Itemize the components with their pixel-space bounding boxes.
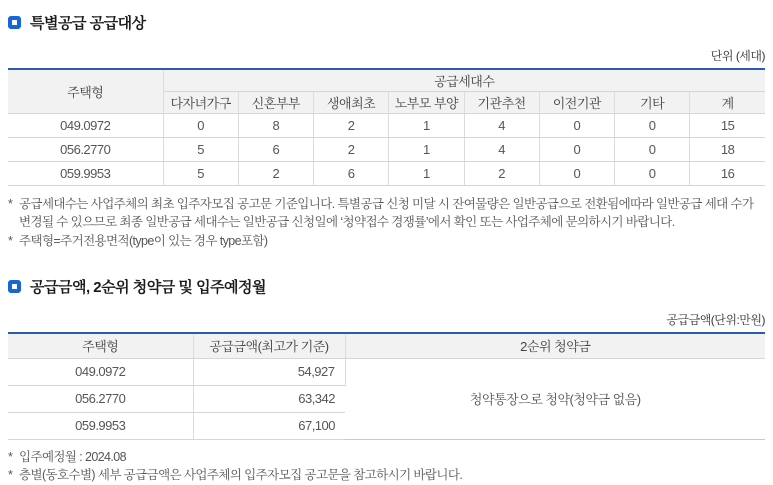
value-cell: 8 <box>238 113 313 137</box>
footnote <box>8 448 765 467</box>
value-cell: 1 <box>389 137 464 161</box>
price-cell: 63,342 <box>193 385 345 412</box>
col-header-supply-households: 공급세대수 <box>163 69 765 91</box>
price-cell: 54,927 <box>193 358 345 385</box>
footnote-marker: * <box>8 196 13 211</box>
value-cell: 0 <box>615 137 690 161</box>
value-cell: 4 <box>464 113 539 137</box>
price-cell: 67,100 <box>193 412 345 439</box>
price-table-unit-label: 공급금액(단위:만원) <box>666 313 765 327</box>
housing-type-cell: 059.9953 <box>8 412 193 439</box>
footnote <box>8 466 765 485</box>
section-special-supply-title: 특별공급 공급대상 <box>30 15 146 32</box>
table-row <box>8 358 765 385</box>
section-price-title: 공급금액, 2순위 청약금 및 입주예정월 <box>30 279 267 296</box>
footnote-text: 주택형=주거전용면적(type이 있는 경우 type포함) <box>19 233 268 248</box>
value-cell: 5 <box>163 161 238 185</box>
housing-type-cell: 056.2770 <box>8 137 163 161</box>
value-cell: 5 <box>163 137 238 161</box>
value-cell: 0 <box>615 161 690 185</box>
value-cell: 6 <box>238 137 313 161</box>
footnote-marker: * <box>8 449 13 464</box>
value-cell: 2 <box>314 137 389 161</box>
table-row <box>8 113 765 137</box>
value-cell: 18 <box>690 137 765 161</box>
footnote <box>8 232 765 251</box>
value-cell: 15 <box>690 113 765 137</box>
footnote-marker: * <box>8 233 13 248</box>
footnote-marker: * <box>8 468 13 482</box>
value-cell: 2 <box>238 161 313 185</box>
col-header-first-time: 생애최초 <box>314 91 389 113</box>
section-special-supply-header <box>8 12 765 33</box>
value-cell: 0 <box>163 113 238 137</box>
col-header-housing-type: 주택형 <box>8 333 193 358</box>
special-supply-table <box>8 68 765 186</box>
value-cell: 0 <box>539 161 614 185</box>
table-row <box>8 161 765 185</box>
housing-type-cell: 049.0972 <box>8 358 193 385</box>
supply-table-unit-label: 단위 (세대) <box>710 49 765 63</box>
footnote-text: 입주예정월 : 2024.08 <box>19 449 126 464</box>
col-header-housing-type: 주택형 <box>8 69 163 113</box>
col-header-supply-price: 공급금액(최고가 기준) <box>193 333 345 358</box>
value-cell: 2 <box>464 161 539 185</box>
price-table <box>8 332 765 440</box>
value-cell: 4 <box>464 137 539 161</box>
footnote-text: 층별(동호수별) 세부 공급금액은 사업주체의 입주자모집 공고문을 참고하시기 바랍니다. <box>19 468 463 482</box>
col-header-institution: 기관추천 <box>464 91 539 113</box>
value-cell: 1 <box>389 161 464 185</box>
col-header-elderly-parent: 노부모 부양 <box>389 91 464 113</box>
value-cell: 6 <box>314 161 389 185</box>
second-rank-note-cell: 청약통장으로 청약(청약금 없음) <box>345 358 765 439</box>
section-price-header <box>8 276 765 297</box>
col-header-multichild: 다자녀가구 <box>163 91 238 113</box>
col-header-total: 계 <box>690 91 765 113</box>
col-header-second-rank-deposit: 2순위 청약금 <box>345 333 765 358</box>
housing-type-cell: 059.9953 <box>8 161 163 185</box>
value-cell: 0 <box>615 113 690 137</box>
table-row <box>8 137 765 161</box>
housing-type-cell: 049.0972 <box>8 113 163 137</box>
value-cell: 0 <box>539 113 614 137</box>
footnote-text: 공급세대수는 사업주체의 최초 입주자모집 공고문 기준입니다. 특별공급 신청 미달 시 잔여물량은 일반공급으로 전환됨에따라 일반공급 세대 수가 변경될 수 있으므로 최종 일반공급 세대수는 일반공급 신청일에 ‘청약접수 경쟁률’에서 확인 또는 사업주체에 문의하시기 바랍니다. <box>19 196 754 229</box>
supply-table-footnotes <box>8 195 765 251</box>
section-bullet-icon <box>8 16 21 29</box>
value-cell: 0 <box>539 137 614 161</box>
value-cell: 1 <box>389 113 464 137</box>
section-bullet-icon <box>8 280 21 293</box>
value-cell: 2 <box>314 113 389 137</box>
price-table-footnotes <box>8 448 765 485</box>
col-header-relocated-agency: 이전기관 <box>539 91 614 113</box>
footnote <box>8 195 765 232</box>
housing-type-cell: 056.2770 <box>8 385 193 412</box>
col-header-etc: 기타 <box>615 91 690 113</box>
col-header-newlywed: 신혼부부 <box>238 91 313 113</box>
value-cell: 16 <box>690 161 765 185</box>
